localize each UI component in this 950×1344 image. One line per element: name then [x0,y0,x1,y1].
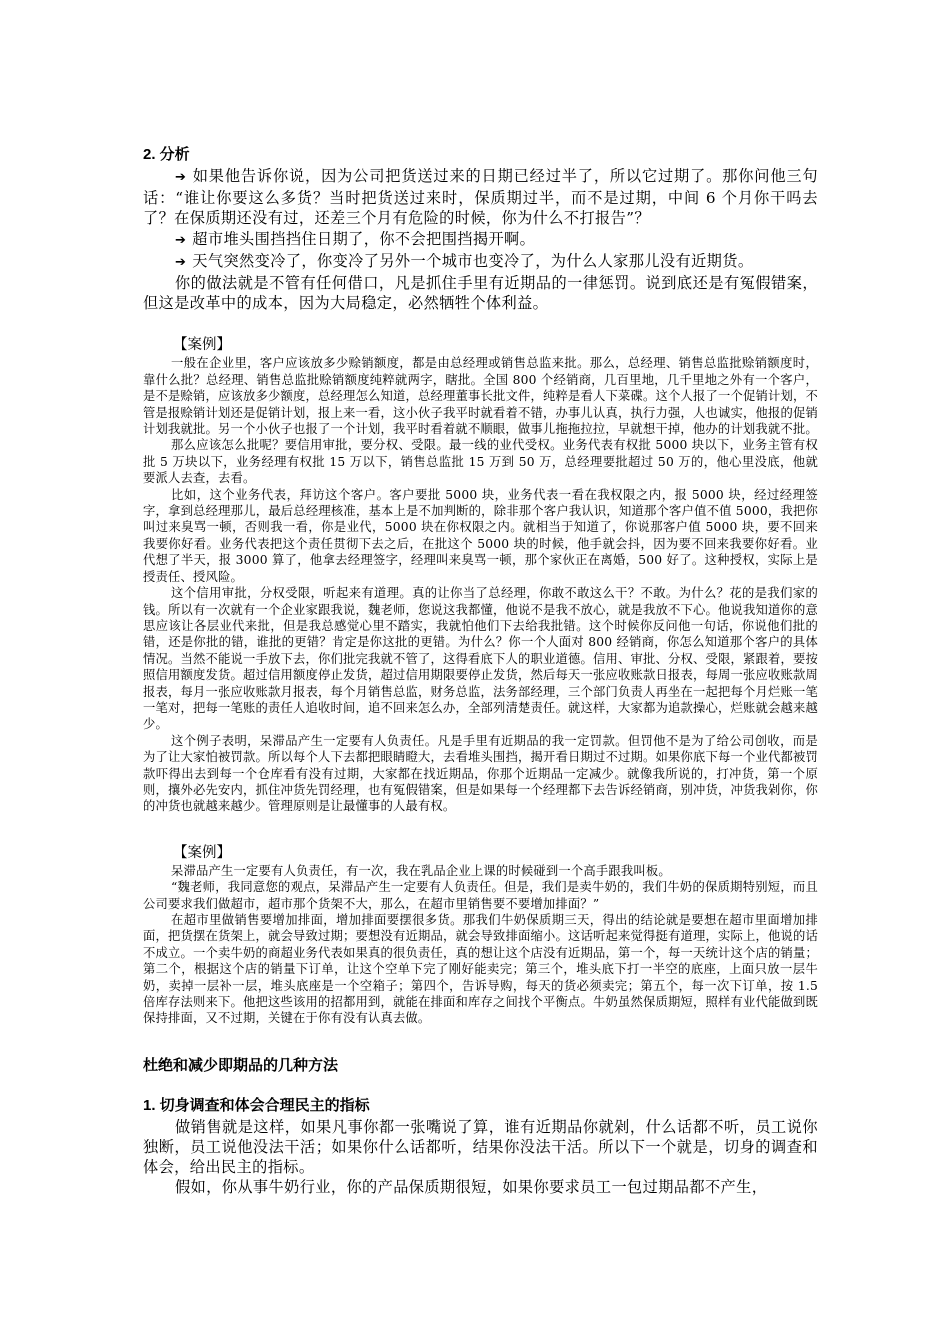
case-1-label: 【案例】 [173,337,231,354]
analysis-bullet-1-text: 如果他告诉你说，因为公司把货送过来的日期已经过半了，所以它过期了。那你问他三句话：“谁让你要这么多货？当时把货送过来时，保质期过半，而不是过期，中间 6 个月你干吗去了？在保质期还没有过，还差三个月有危险的时候，你为什么不打报告”？ [143,167,818,228]
spacer [143,313,818,335]
spacer [143,1077,818,1095]
document-body [143,144,818,1198]
arrow-right-icon: ➔ [175,254,187,270]
case-2-label: 【案例】 [173,844,231,861]
arrow-right-icon: ➔ [175,232,187,248]
case-2-paragraph-2: “魏老师，我同意您的观点，呆滞品产生一定要有人负责任。但是，我们是卖牛奶的，我们牛奶的保质期特别短，而且公司要求我们做超市，超市那个货架不大，那么，在超市里销售要不要增加排面？” [143,880,818,911]
spacer [143,815,818,843]
case-1-paragraph-4: 这个信用审批，分权受限，听起来有道理。真的让你当了总经理，你敢不敢这么干？不敢。为什么？花的是我们家的钱。所以有一次就有一个企业家跟我说，魏老师，您说这我都懂，他说不是我不放心，就是我放不下心。他说我知道你的意思应该让各层业代来批，但是我总感觉心里不踏实，我就怕他们下去给我批错。这个时候你反问他一句话，你说他们批的错，还是你批的错，谁批的更错？肯定是你这批的更错。为什么？你一个人面对 800 经销商，你怎么知道那个客户的具体情况。当然不能说一手放下去，你们批完我就不管了，这得看底下人的职业道德。信用、审批、分权、受限，紧跟着，要按照信用额度发货。超过信用额度停止发货，超过信用期限要停止发货，然后每天一张应收账款日报表，每周一张应收账款周报表，每月一张应收账款月报表，每个月销售总监，财务总监，法务部经理，三个部门负责人再坐在一起把每个月烂账一笔一笔对，把每一笔账的责任人追收时间，追不回来怎么办，全部列清楚责任。就这样，大家都为追款操心，烂账就会越来越少。 [143,586,818,732]
analysis-bullet-3-text: 天气突然变冷了，你变冷了另外一个城市也变冷了，为什么人家那儿没有近期货。 [192,251,754,270]
case-1-paragraph-1: 一般在企业里，客户应该放多少赊销额度，都是由总经理或销售总监来批。那么，总经理、销售总监批赊销额度时，靠什么批？总经理、销售总监批赊销额度纯粹就两字，瞎批。全国 800 个经销商，几百里地，几千里地之外有一个客户，是不是赊销，应该放多少额度，总经理怎么知道，总经理董事长批文件，纯粹是看人下菜碟。这个人报了一个促销计划，不管是报赊销计划还是促销计划，报上来一看，这小伙子我平时就看着不错，办事儿认真，执行力强，人也诚实，他报的促销计划我就批。另一个小伙子也报了一个计划，我平时看着就不顺眼，做事儿拖拖拉拉，早就想干掉，他办的计划我就不批。 [143,356,818,437]
analysis-bullet-1 [143,166,818,229]
spacer [143,1027,818,1055]
arrow-right-icon: ➔ [175,170,187,185]
analysis-bullet-3 [143,251,818,273]
analysis-bullet-2 [143,229,818,251]
methods-heading: 杜绝和减少即期品的几种方法 [143,1056,339,1074]
methods-subheading-1: 1. 切身调查和体会合理民主的指标 [143,1096,370,1114]
case-1-paragraph-3: 比如，这个业务代表，拜访这个客户。客户要批 5000 块，业务代表一看在我权限之内，报 5000 块，经过经理签字，拿到总经理那儿，最后总经理核准，基本上是不加判断的，除非那个客户我认识，知道那个客户值不值 5000，我把你叫过来臭骂一顿，否则我一看，你是业代，5000 块在你权限之内。就相当于知道了，你说那客户值 5000 块，要不回来我要你好看。业务代表把这个责任贯彻下去之后，在批这个 5000 块的时候，他手就会抖，因为要不回来我要你好看。业代想了半天，报 3000 算了，他拿去经理签字，经理叫来臭骂一顿，那个家伙正在离婚，500 好了。这种授权，实际上是授责任、授风险。 [143,487,818,584]
case-2-paragraph-3: 在超市里做销售要增加排面，增加排面要摆很多货。那我们牛奶保质期三天，得出的结论就是要想在超市里面增加排面，把货摆在货架上，就会导致过期；要想没有近期品，就会导致排面缩小。这话听起来觉得挺有道理，实际上，他说的话不成立。一个卖牛奶的商超业务代表如果真的很负责任，真的想让这个店没有近期品，第一个，每一天统计这个店的销量；第二个，根据这个店的销量下订单，让这个空单下完了刚好能卖完；第三个，堆头底下打一半空的底座，上面只放一层牛奶，卖掉一层补一层，堆头底座是一个空箱子；第四个，告诉导购，每天的货必须卖完；第五个，每一次下订单，按 1.5 倍库存法则来下。他把这些该用的招都用到，就能在排面和库存之间找个平衡点。牛奶虽然保质期短，照样有业代能做到既保持排面，又不过期，关键在于你有没有认真去做。 [143,913,818,1026]
case-1-paragraph-5: 这个例子表明，呆滞品产生一定要有人负责任。凡是手里有近期品的我一定罚款。但罚他不是为了给公司创收，而是为了让大家怕被罚款。所以每个人下去都把眼睛瞪大，去看堆头围挡，揭开看日期过不过期。如果你底下每一个业代都被罚款吓得出去到每一个仓库看有没有过期，大家都在找近期品，你那个近期品一定减少。就像我所说的，打冲货，第一个原则，攘外必先安内，抓住冲货先罚经理，也有冤假错案，但是如果每一个经理都下去告诉经销商，别冲货，冲货我剁你，你的冲货也就越来越少。管理原则是让最懂事的人最有权。 [143,733,818,814]
methods-paragraph-2: 假如，你从事牛奶行业，你的产品保质期很短，如果你要求员工一包过期品都不产生， [175,1178,768,1197]
analysis-heading: 2. 分析 [143,146,190,163]
case-2-paragraph-1: 呆滞品产生一定要有人负责任，有一次，我在乳品企业上课的时候碰到一个高手跟我叫板。 [171,863,671,878]
case-1-paragraph-2: 那么应该怎么批呢？要信用审批，要分权、受限。最一线的业代受权。业务代表有权批 5000 块以下，业务主管有权批 5 万块以下，业务经理有权批 15 万以下，销售总监批 15 万到 50 万，总经理要批超过 50 万的，他心里没底，他就要派人去查，去看。 [143,438,818,486]
analysis-closing: 你的做法就是不管有任何借口，凡是抓住手里有近期品的一律惩罚。说到底还是有冤假错案，但这是改革中的成本，因为大局稳定，必然牺牲个体利益。 [143,274,818,313]
methods-paragraph-1: 做销售就是这样，如果凡事你都一张嘴说了算，谁有近期品你就剁，什么话都不听，员工说你独断，员工说他没法干活；如果你什么话都听，结果你没法干活。所以下一个就是，切身的调查和体会，给出民主的指标。 [143,1117,818,1177]
analysis-bullet-2-text: 超市堆头围挡挡住日期了，你不会把围挡揭开啊。 [192,229,536,248]
